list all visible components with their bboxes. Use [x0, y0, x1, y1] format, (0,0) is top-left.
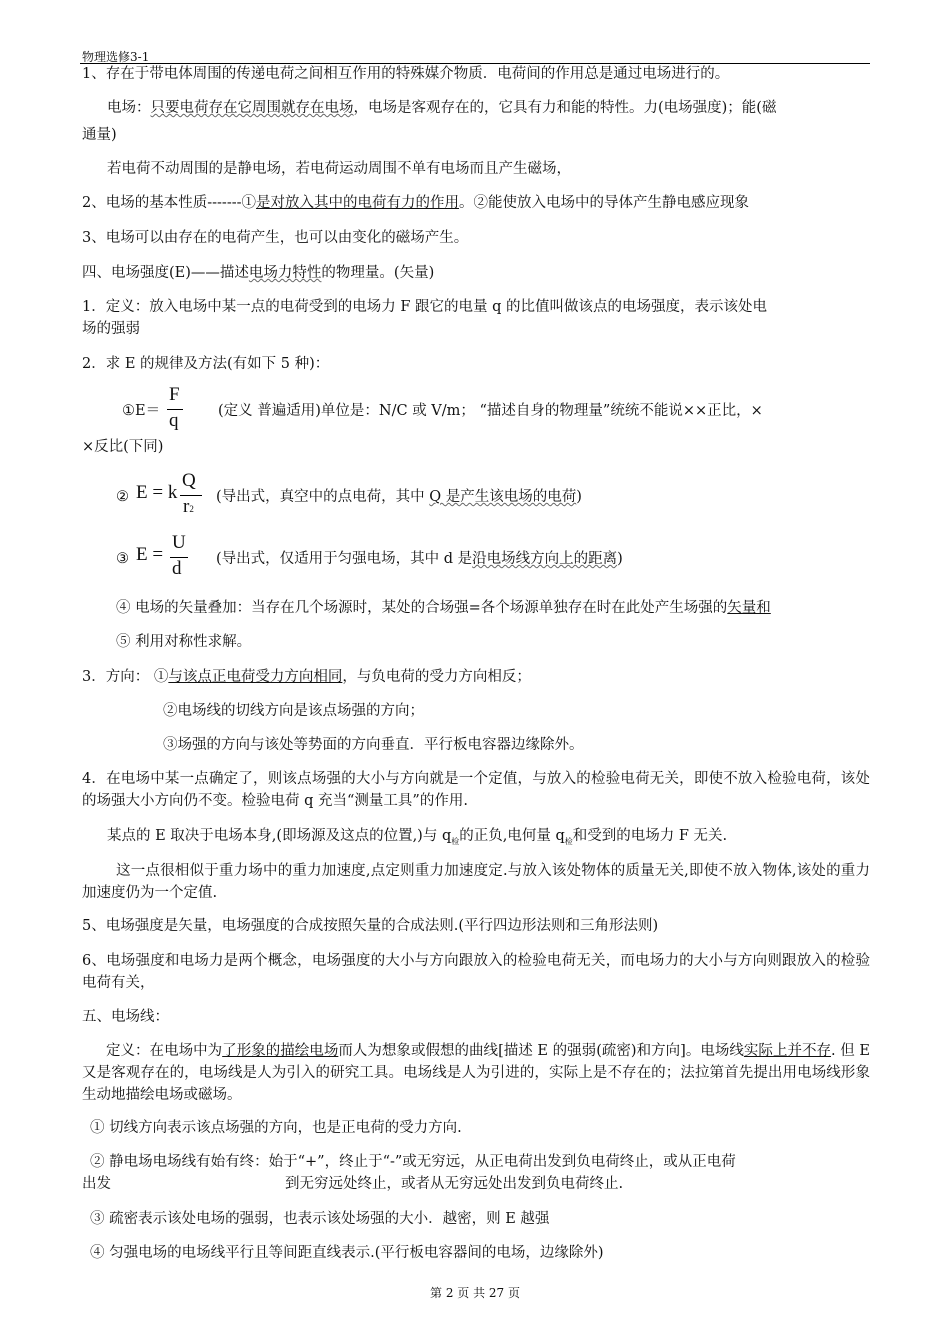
underlined-phrase: 了形象的描绘电场	[222, 1043, 339, 1059]
method-4: ④ 电场的矢量叠加：当存在几个场源时，某处的合场强=各个场源单独存在时在此处产生场强的矢量和	[116, 600, 771, 616]
direction-3: ③场强的方向与该处等势面的方向垂直．平行板电容器边缘除外。	[163, 737, 584, 753]
para-2: 2、电场的基本性质-------①是对放入其中的电荷有力的作用。②能使放入电场中的导体产生静电感应现象	[82, 195, 750, 211]
definition-line: 1．定义：放入电场中某一点的电荷受到的电场力 F 跟它的电量 q 的比值叫做该点的电场强度，表示该处电	[82, 299, 768, 315]
para-4c: 这一点很相似于重力场中的重力加速度,点定则重力加速度定.与放入该处物体的质量无关,即使不放入物体,该处的重力加速度仍为一个定值.	[82, 863, 870, 901]
definition-line-cont: 场的强弱	[82, 321, 140, 337]
fraction-denominator: d	[172, 558, 182, 579]
para-field-def-cont: 通量)	[82, 127, 117, 143]
formula-2-prefix: ②	[116, 489, 129, 505]
formula-3-lhs: E =	[136, 544, 164, 565]
field-line-4: ④ 匀强电场的电场线平行且等间距直线表示.(平行板电容器间的电场，边缘除外)	[90, 1245, 604, 1261]
para-6: 6、电场强度和电场力是两个概念，电场强度的大小与方向跟放入的检验电荷无关，而电场力的大小与方向则跟放入的检验电荷有关，	[82, 953, 870, 991]
fraction-denominator: q	[169, 410, 179, 431]
underlined-phrase: 电场力特性	[248, 265, 322, 281]
underlined-phrase: 是对放入其中的电荷有力的作用	[256, 195, 460, 211]
para-4b: 某点的 E 取决于电场本身,(即场源及这点的位置,)与 $q_检$的正负,电何量 $q_检$和受到的电场力 F 无关.	[107, 828, 728, 846]
underlined-phrase: Q 是产生该电场的电荷	[429, 489, 577, 505]
fraction-numerator: Q	[182, 470, 196, 491]
para-4: 4．在电场中某一点确定了，则该点场强的大小与方向就是一个定值，与放入的检验电荷无关，即使不放入检验电荷，该处的场强大小方向仍不变。检验电荷 q 充当“测量工具”的作用.	[82, 771, 870, 809]
header-title: 物理选修3-1	[82, 50, 150, 64]
formula-2-text: (导出式，真空中的点电荷，其中 Q 是产生该电场的电荷)	[216, 489, 582, 505]
para-1: 1、存在于带电体周围的传递电荷之间相互作用的特殊媒介物质．电荷间的作用总是通过电场进行的。	[82, 66, 730, 82]
formula-2-lhs: E = k	[136, 482, 178, 503]
section-4-heading: 四、电场强度(E)——描述电场力特性的物理量。(矢量)	[82, 265, 435, 281]
formula-1-fraction	[166, 384, 186, 436]
field-line-definition: 定义：在电场中为了形象的描绘电场而人为想象或假想的曲线[描述 E 的强弱(疏密)和方向]。电场线实际上并不存. 但 E 又是客观存在的，电场线是人为引入的研究工具。电场线是人为引进的，实际上是不存在的；法拉第首先提出用电场线形象生动地描绘电场或磁场。	[82, 1043, 871, 1103]
field-line-1: ① 切线方向表示该点场强的方向，也是正电荷的受力方向.	[90, 1120, 462, 1136]
section-5-heading: 五、电场线：	[82, 1009, 169, 1025]
underlined-phrase: 与该点正电荷受力方向相同	[168, 669, 343, 685]
formula-1-text-cont: ×反比(下同)	[82, 439, 164, 455]
page-number: 第 2 页 共 27 页	[430, 1286, 520, 1300]
fraction-denominator: r2	[183, 496, 194, 517]
formula-3-prefix: ③	[116, 551, 129, 567]
field-line-2-cont-b: 到无穷远处终止，或者从无穷远处出发到负电荷终止.	[285, 1176, 624, 1192]
underlined-phrase: 沿电场线方向上的距离	[472, 551, 618, 567]
direction-1: 3．方向： ①与该点正电荷受力方向相同，与负电荷的受力方向相反；	[82, 669, 531, 685]
formula-3-fraction	[170, 532, 194, 584]
formula-1-prefix: ①E＝	[122, 403, 161, 419]
para-static-field: 若电荷不动周围的是静电场，若电荷运动周围不单有电场而且产生磁场，	[107, 161, 571, 177]
fraction-numerator: U	[172, 532, 186, 553]
field-line-2-cont-a: 出发	[82, 1176, 111, 1192]
underlined-phrase: 实际上并不存	[743, 1043, 832, 1059]
underlined-phrase: 矢量和	[727, 600, 771, 616]
method-5: ⑤ 利用对称性求解。	[116, 634, 252, 650]
fraction-numerator: F	[169, 384, 180, 405]
direction-2: ②电场线的切线方向是该点场强的方向；	[163, 703, 424, 719]
para-3: 3、电场可以由存在的电荷产生，也可以由变化的磁场产生。	[82, 230, 469, 246]
methods-heading: 2．求 E 的规律及方法(有如下 5 种)：	[82, 356, 330, 372]
formula-2-fraction	[180, 470, 208, 522]
field-line-2: ② 静电场电场线有始有终：始于“+”，终止于“-”或无穷远，从正电荷出发到负电荷终止，或从正电荷	[90, 1154, 736, 1170]
field-line-3: ③ 疏密表示该处电场的强弱，也表示该处场强的大小．越密，则 E 越强	[90, 1211, 550, 1227]
para-5: 5、电场强度是矢量，电场强度的合成按照矢量的合成法则.(平行四边形法则和三角形法则)	[82, 918, 659, 934]
underlined-phrase: 只要电荷存在它周围就存在电场	[150, 100, 354, 116]
para-field-def: 电场：只要电荷存在它周围就存在电场，电场是客观存在的，它具有力和能的特性。力(电场强度)；能(磁	[107, 100, 777, 116]
formula-3-text: (导出式，仅适用于匀强电场，其中 d 是沿电场线方向上的距离)	[216, 551, 623, 567]
formula-1-text: (定义 普遍适用)单位是：N/C 或 V/m； “描述自身的物理量”统统不能说××正比，×	[218, 403, 763, 419]
